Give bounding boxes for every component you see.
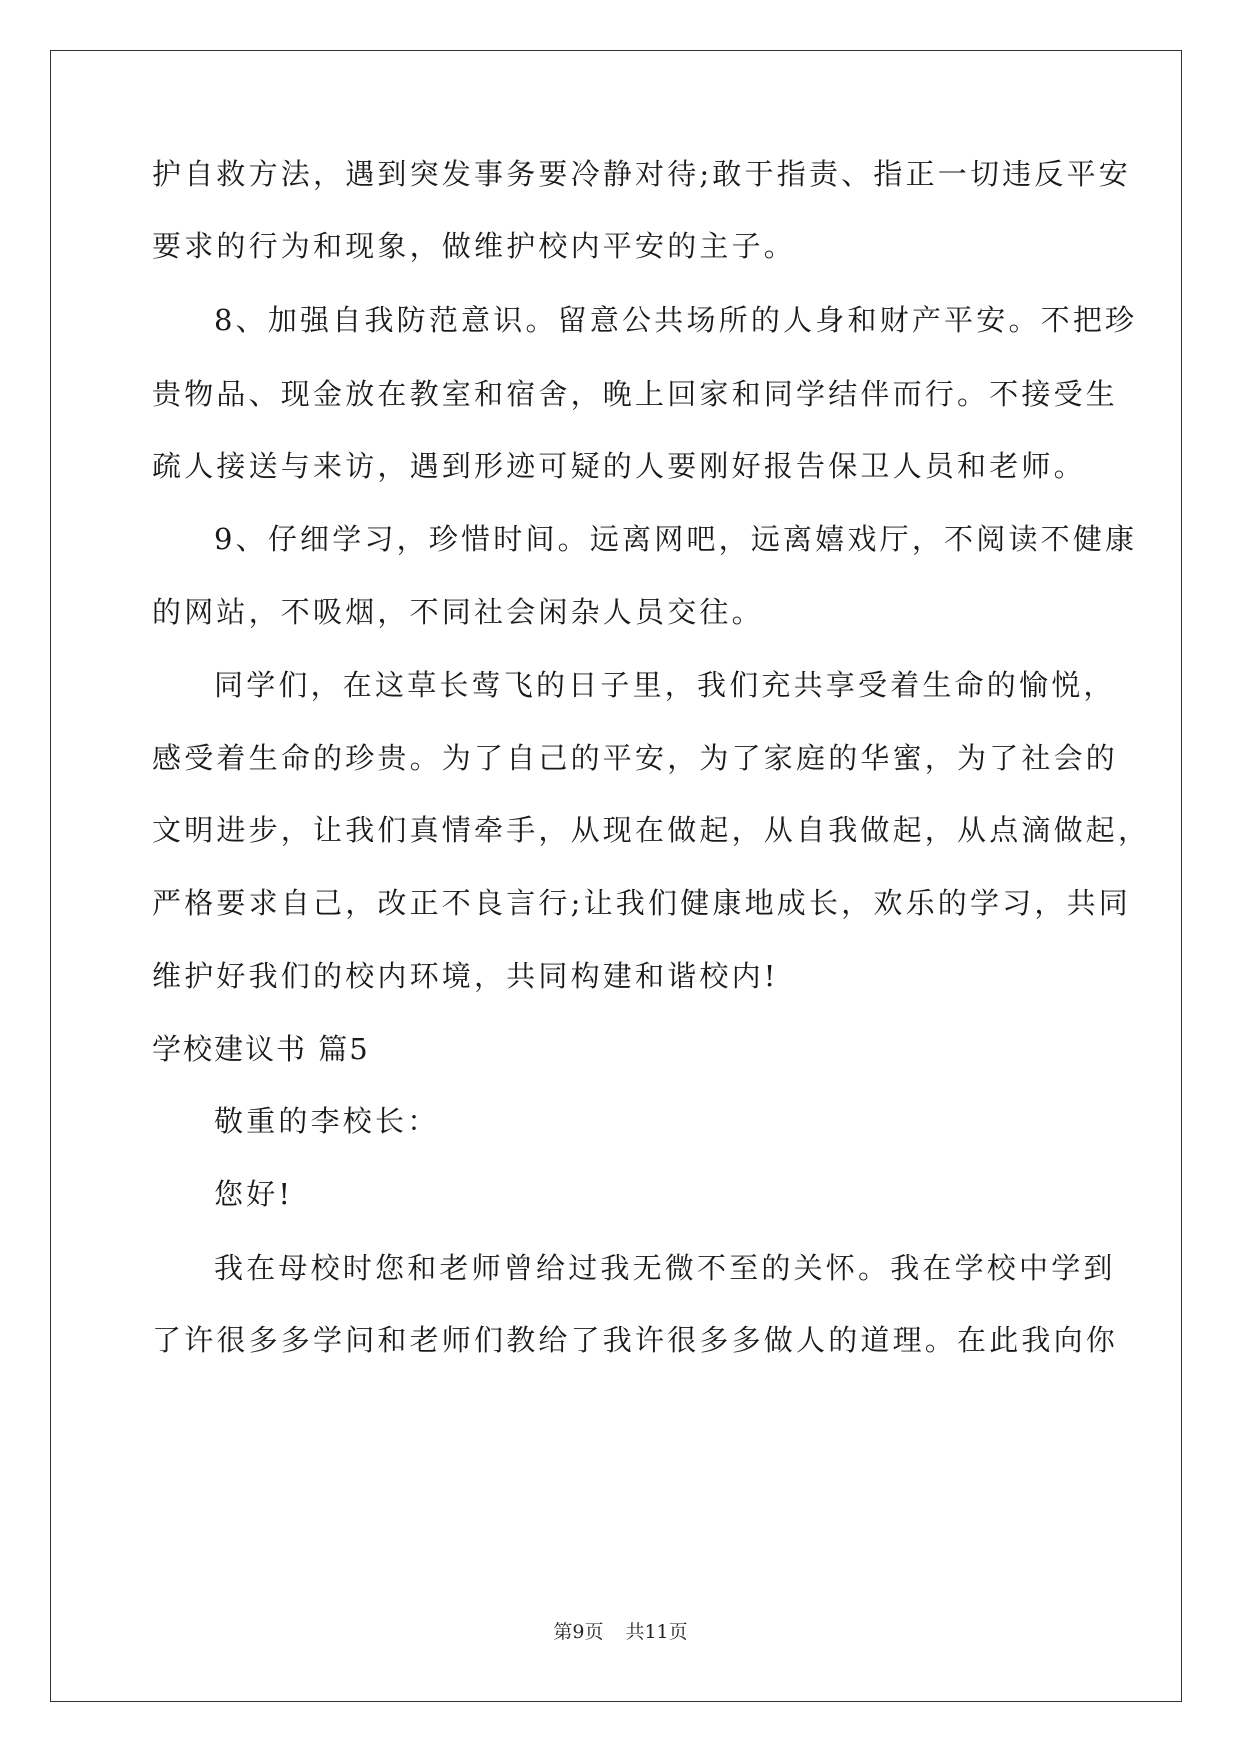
text-line: 严格要求自己，改正不良言行;让我们健康地成长，欢乐的学习，共同 — [152, 886, 1131, 920]
greeting: 您好! — [214, 1177, 294, 1211]
text-line: 我在母校时您和老师曾给过我无微不至的关怀。我在学校中学到 — [214, 1251, 1116, 1285]
text-line: 疏人接送与来访，遇到形迹可疑的人要刚好报告保卫人员和老师。 — [152, 449, 1086, 483]
text-line: 文明进步，让我们真情牵手，从现在做起，从自我做起，从点滴做起， — [152, 813, 1151, 847]
page-number: 第9页 — [553, 1621, 604, 1643]
text-line: 了许很多多学问和老师们教给了我许很多多做人的道理。在此我向你 — [152, 1323, 1119, 1357]
text-line: 8、加强自我防范意识。留意公共场所的人身和财产平安。不把珍 — [214, 303, 1138, 337]
text-line: 同学们，在这草长莺飞的日子里，我们充共享受着生命的愉悦， — [214, 668, 1116, 702]
page-border — [50, 50, 1182, 1702]
salutation: 敬重的李校长： — [214, 1104, 440, 1138]
text-line: 贵物品、现金放在教室和宿舍，晚上回家和同学结伴而行。不接受生 — [152, 377, 1119, 411]
text-line: 护自救方法，遇到突发事务要冷静对待;敢于指责、指正一切违反平安 — [152, 157, 1131, 191]
text-line: 的网站，不吸烟，不同社会闲杂人员交往。 — [152, 595, 764, 629]
page-footer — [0, 1620, 1241, 1644]
page-total: 共11页 — [625, 1621, 688, 1643]
text-line: 感受着生命的珍贵。为了自己的平安，为了家庭的华蜜，为了社会的 — [152, 741, 1119, 775]
text-line: 要求的行为和现象，做维护校内平安的主子。 — [152, 229, 797, 263]
text-line: 9、仔细学习，珍惜时间。远离网吧，远离嬉戏厅，不阅读不健康 — [214, 522, 1138, 556]
section-heading: 学校建议书 篇5 — [152, 1032, 370, 1066]
text-line: 维护好我们的校内环境，共同构建和谐校内! — [152, 959, 779, 993]
